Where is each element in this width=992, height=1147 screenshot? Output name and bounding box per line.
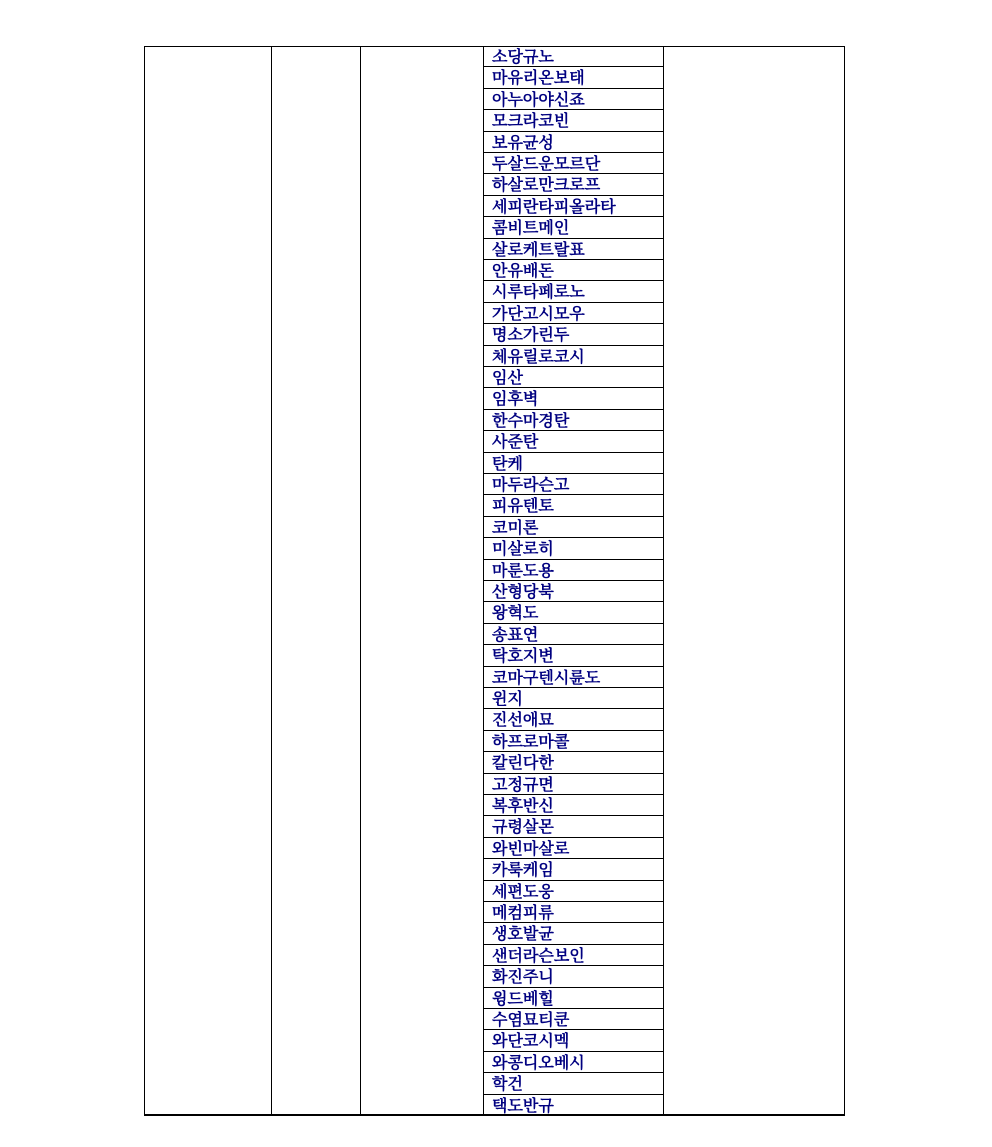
name-cell: 임산 xyxy=(484,367,664,388)
name-cell: 마룬도용 xyxy=(484,560,664,581)
name-cell: 마유리온보태 xyxy=(484,67,664,88)
name-cell: 수염묘티쿤 xyxy=(484,1009,664,1030)
name-cell: 샌더라슨보인 xyxy=(484,945,664,966)
name-cell: 소당규노 xyxy=(484,46,664,67)
name-cell: 진선애묘 xyxy=(484,709,664,730)
name-cell: 윈지 xyxy=(484,688,664,709)
name-column xyxy=(484,46,664,1116)
name-cell: 복후반신 xyxy=(484,795,664,816)
name-cell: 체유릴로코시 xyxy=(484,346,664,367)
name-cell: 보유균성 xyxy=(484,132,664,153)
name-cell: 두살드운모르단 xyxy=(484,153,664,174)
name-cell: 명소가린두 xyxy=(484,324,664,345)
name-cell: 세편도웅 xyxy=(484,881,664,902)
name-cell: 피유텐토 xyxy=(484,495,664,516)
name-cell: 와단코시멕 xyxy=(484,1030,664,1051)
name-cell: 한수마경탄 xyxy=(484,410,664,431)
column-divider-2 xyxy=(360,46,361,1116)
name-cell: 왕혁도 xyxy=(484,602,664,623)
name-cell: 안유배돈 xyxy=(484,260,664,281)
name-cell: 학건 xyxy=(484,1073,664,1094)
name-cell: 마두라슨고 xyxy=(484,474,664,495)
name-cell: 칼린다한 xyxy=(484,752,664,773)
name-cell: 살로케트랄표 xyxy=(484,239,664,260)
name-cell: 택도반규 xyxy=(492,1095,554,1115)
name-cell: 규령살몬 xyxy=(484,816,664,837)
name-cell: 탄케 xyxy=(484,453,664,474)
name-cell: 시루타페로노 xyxy=(484,281,664,302)
column-divider-1 xyxy=(271,46,272,1116)
name-cell: 하살로만크로프 xyxy=(484,174,664,195)
name-cell: 윙드베힐 xyxy=(484,988,664,1009)
table-border-right xyxy=(844,46,845,1116)
name-cell: 아누아야신죠 xyxy=(484,89,664,110)
name-cell: 와빈마살로 xyxy=(484,838,664,859)
name-cell: 사준탄 xyxy=(484,431,664,452)
name-cell: 화진주니 xyxy=(484,966,664,987)
name-cell: 고정규면 xyxy=(484,774,664,795)
name-cell: 생호발균 xyxy=(484,923,664,944)
name-cell: 산형당북 xyxy=(484,581,664,602)
table-border-left xyxy=(144,46,145,1116)
name-cell: 모크라코빈 xyxy=(484,110,664,131)
name-cell: 임후벽 xyxy=(484,388,664,409)
name-cell: 미살로히 xyxy=(484,538,664,559)
name-cell: 코마구텐시륜도 xyxy=(484,667,664,688)
name-cell: 카룩케임 xyxy=(484,859,664,880)
name-cell: 코미론 xyxy=(484,517,664,538)
name-cell: 세피란타피올라타 xyxy=(484,196,664,217)
name-cell: 송표연 xyxy=(484,624,664,645)
name-cell: 와콩디오베시 xyxy=(484,1052,664,1073)
name-cell: 메컴피류 xyxy=(484,902,664,923)
name-cell: 탁호지변 xyxy=(484,645,664,666)
name-cell: 하프로마콜 xyxy=(484,731,664,752)
name-cell: 가단고시모우 xyxy=(484,303,664,324)
name-cell: 콤비트메인 xyxy=(484,217,664,238)
